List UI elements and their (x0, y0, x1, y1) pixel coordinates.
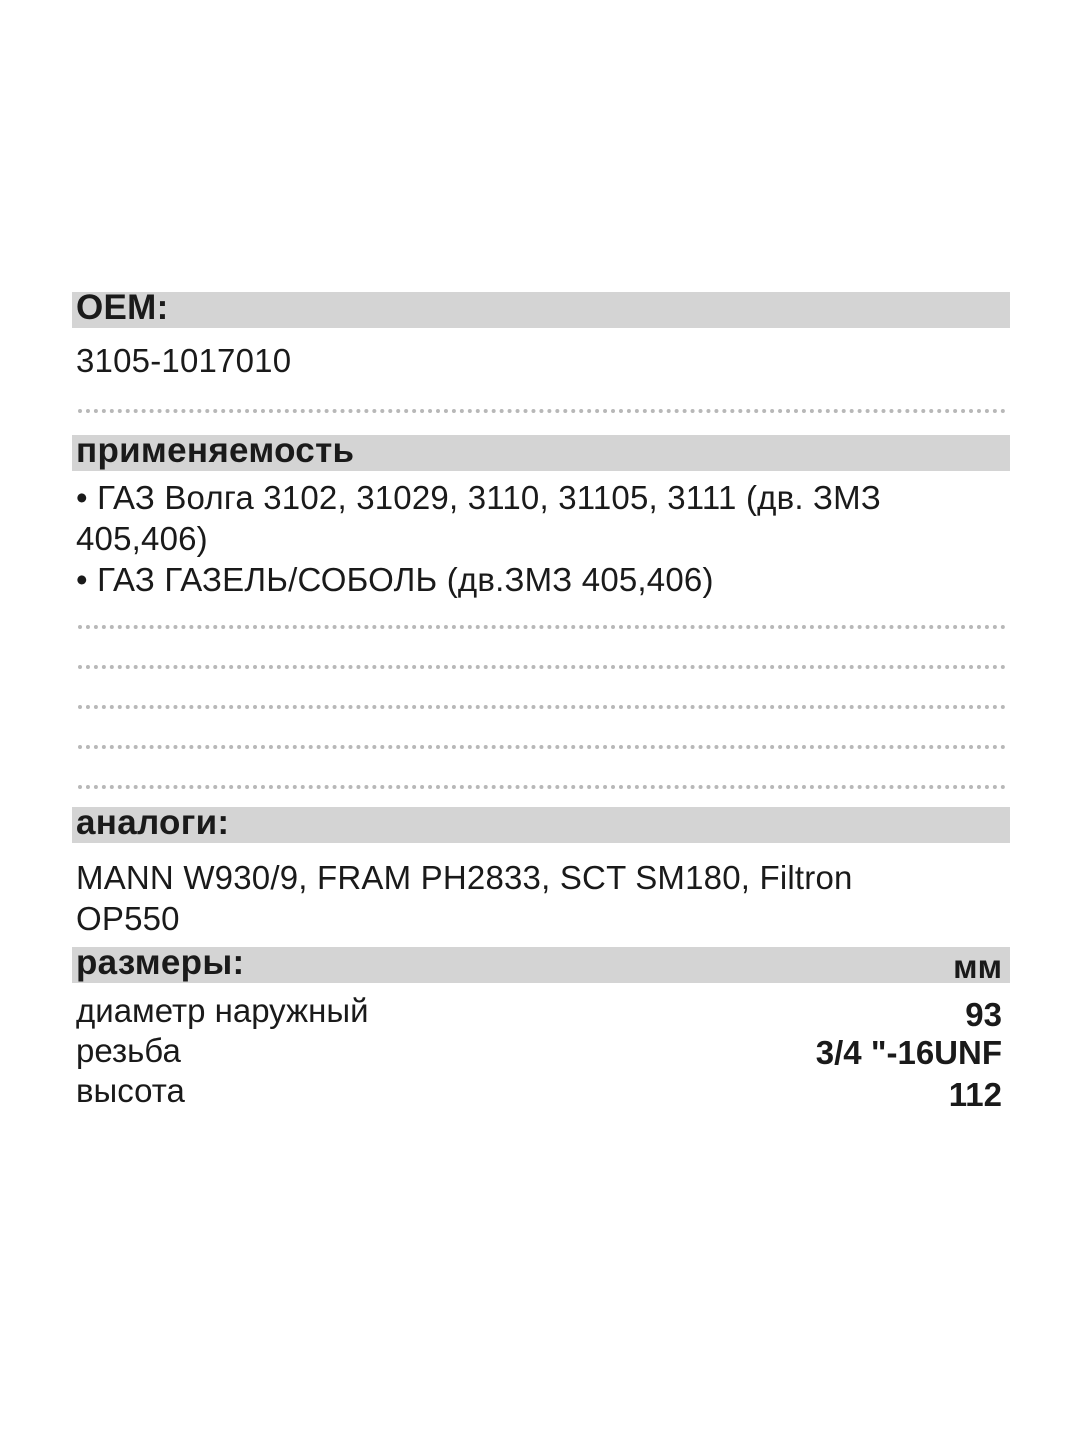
dimension-value: 3/4 "-16UNF (815, 1034, 1002, 1071)
dimension-value: 93 (965, 996, 1002, 1033)
applicability-header (72, 431, 1010, 471)
divider (78, 665, 1006, 669)
dimensions-heading: размеры: (76, 943, 245, 982)
analogs-heading: аналоги: (76, 803, 230, 842)
analogs-header (72, 803, 1010, 843)
dimension-row (72, 991, 1010, 1031)
dimension-row (72, 1071, 1010, 1111)
divider (78, 745, 1006, 749)
analogs-value: MANN W930/9, FRAM PH2833, SCT SM180, Filtron OP550 (76, 859, 853, 937)
spec-sheet (72, 288, 1010, 1113)
divider (78, 409, 1006, 413)
dimensions-header (72, 943, 1010, 985)
divider (78, 785, 1006, 789)
dimension-row (72, 1031, 1010, 1071)
oem-value: 3105-1017010 (76, 342, 292, 379)
oem-heading: OEM: (76, 288, 169, 327)
dimension-label: диаметр наружный (76, 992, 369, 1029)
applicability-item: • ГАЗ ГАЗЕЛЬ/СОБОЛЬ (дв.ЗМЗ 405,406) (72, 559, 1010, 600)
dimension-label: резьба (76, 1032, 181, 1069)
divider (78, 705, 1006, 709)
dimension-value: 112 (948, 1076, 1002, 1113)
divider (78, 625, 1006, 629)
applicability-item: • ГАЗ Волга 3102, 31029, 3110, 31105, 3111 (дв. ЗМЗ 405,406) (72, 477, 1010, 559)
dimensions-unit: мм (953, 948, 1002, 985)
applicability-heading: применяемость (76, 431, 355, 470)
oem-header (72, 288, 1010, 328)
dimension-label: высота (76, 1072, 185, 1109)
